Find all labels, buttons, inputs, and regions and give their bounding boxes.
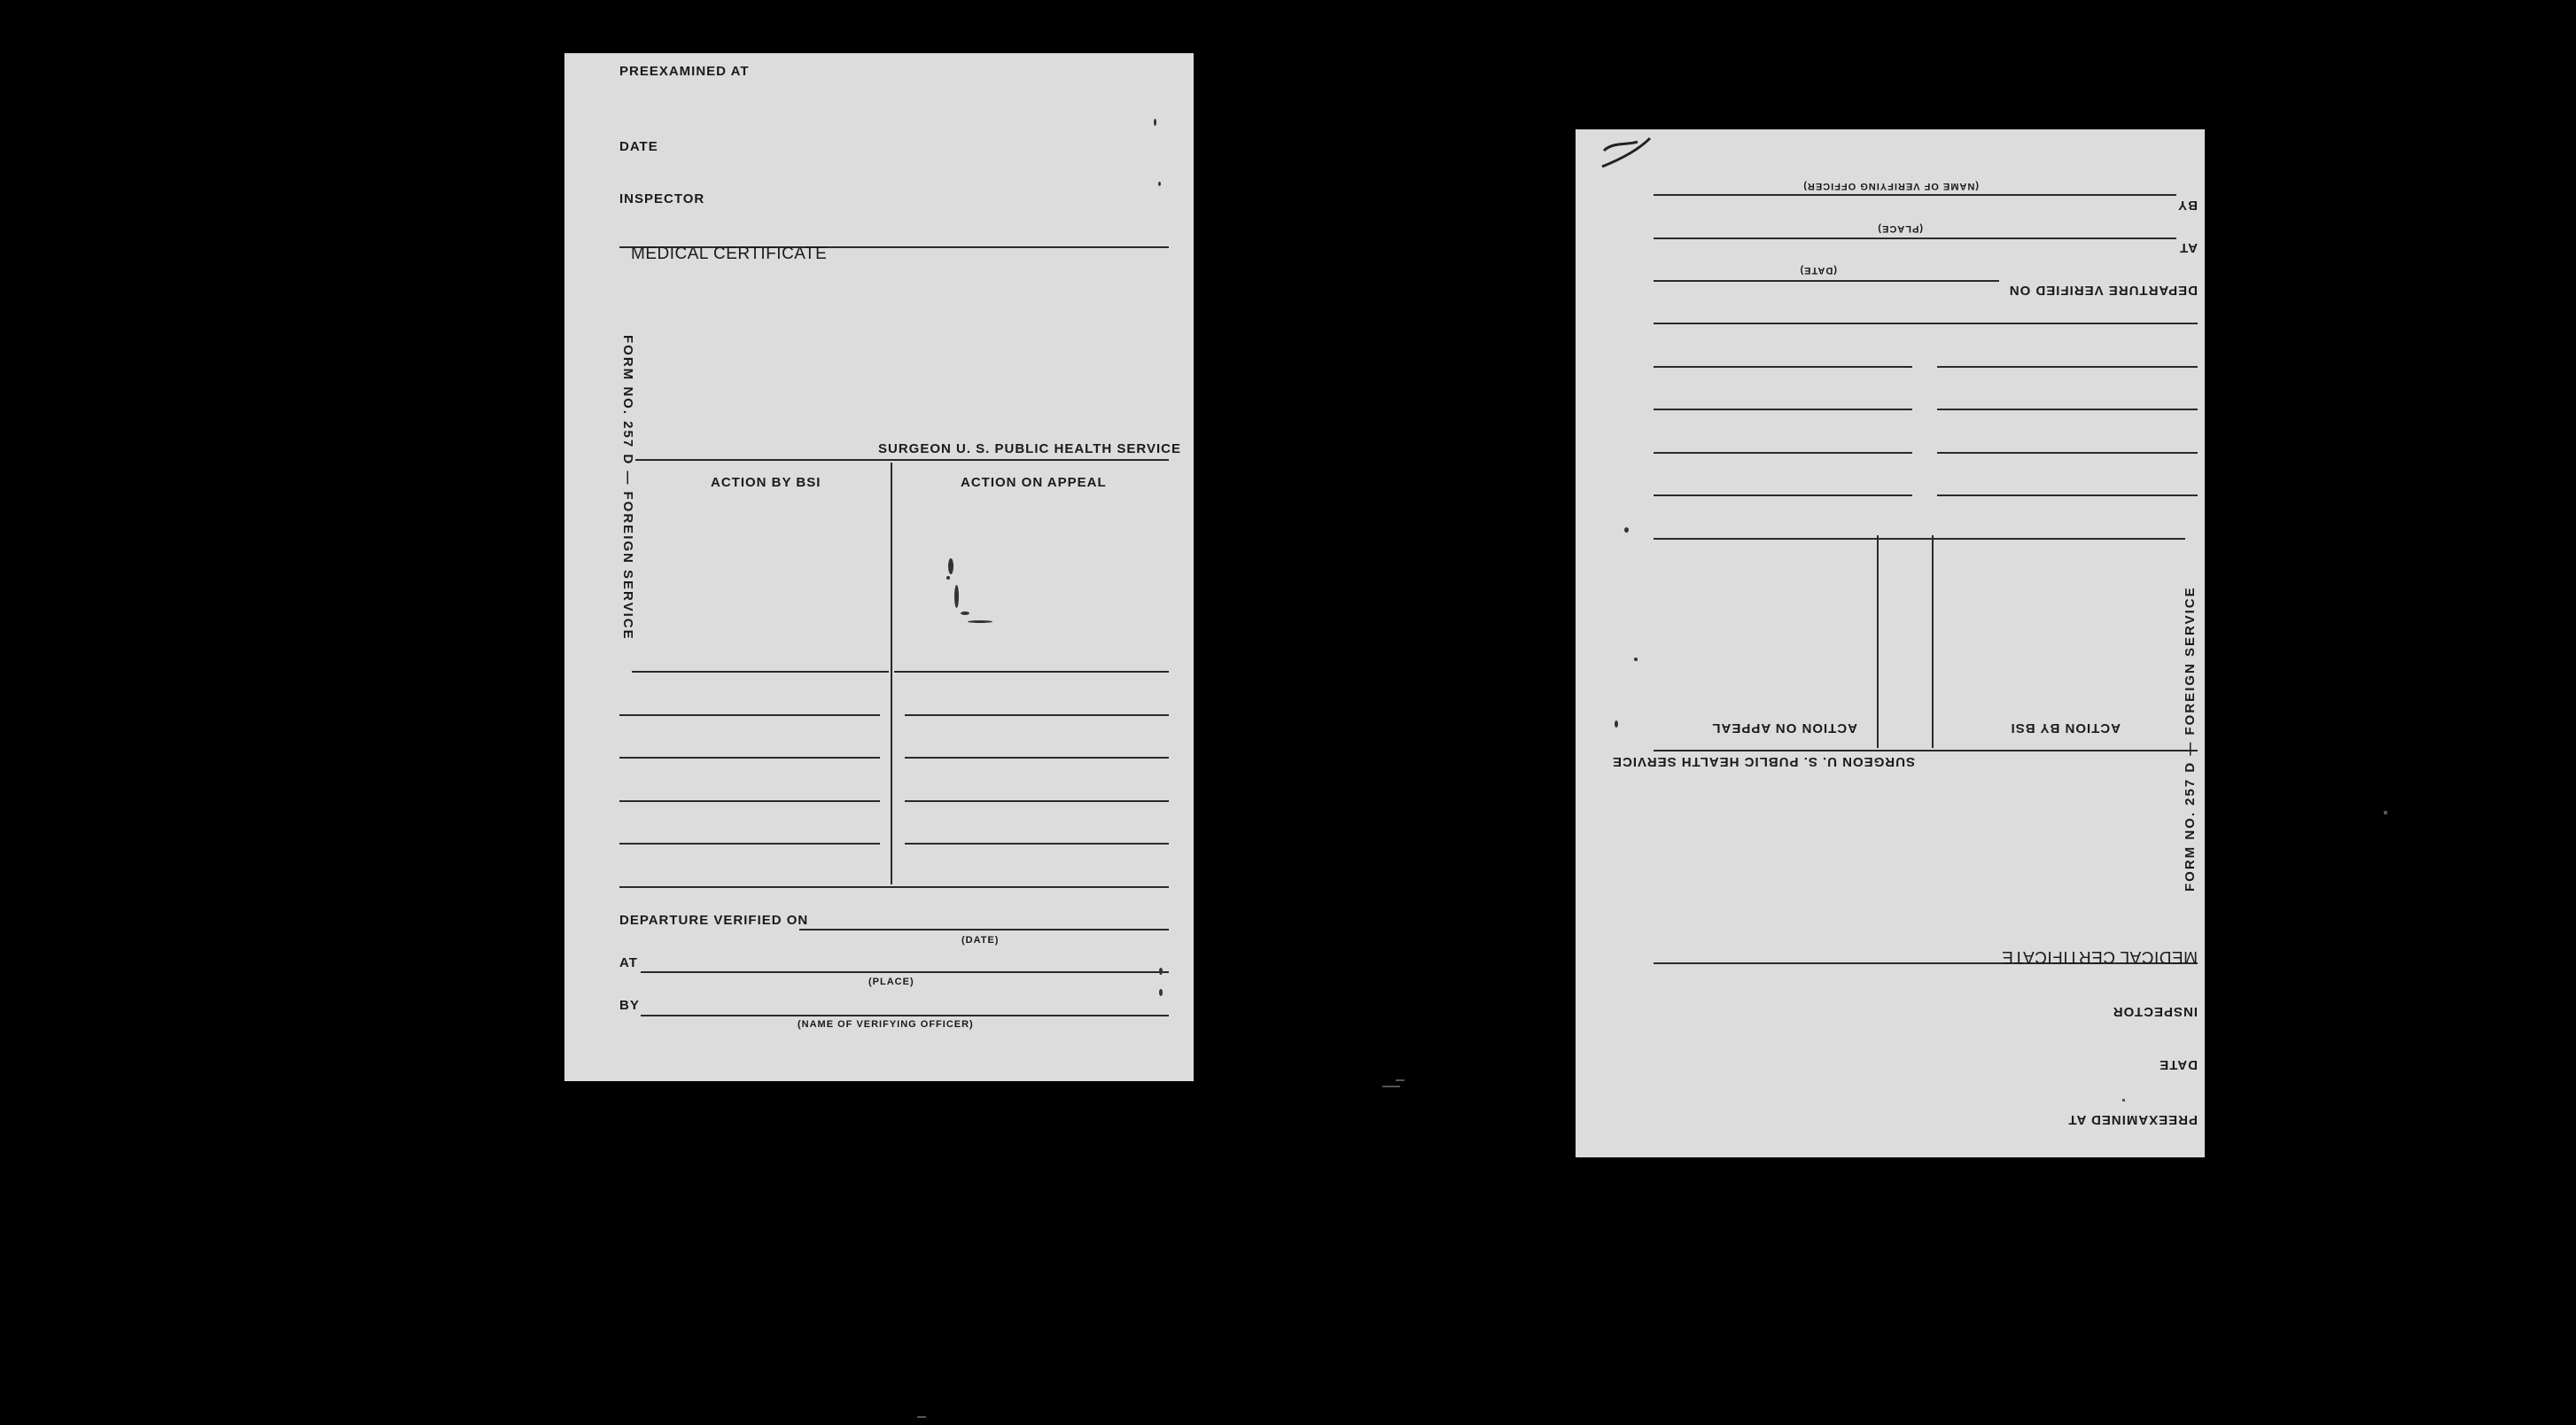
ruled-line <box>1937 366 2198 368</box>
by-label: BY <box>2177 198 2198 213</box>
ruled-line <box>905 800 1169 802</box>
inspector-label: INSPECTOR <box>2112 1004 2198 1019</box>
officer-line <box>1654 194 2176 196</box>
by-label: BY <box>619 998 640 1013</box>
ruled-line <box>619 843 880 845</box>
medical-certificate-title: MEDICAL CERTIFICATE <box>2001 947 2198 966</box>
stain <box>946 576 950 580</box>
place-caption: (PLACE) <box>868 977 914 987</box>
speck <box>917 1416 926 1418</box>
ruled-line <box>1937 409 2198 410</box>
surgeon-label: SURGEON U. S. PUBLIC HEALTH SERVICE <box>878 441 1181 456</box>
at-label: AT <box>2179 240 2198 255</box>
place-caption: (PLACE) <box>1877 223 1923 234</box>
action-by-bsi-label: ACTION BY BSI <box>2010 720 2121 736</box>
form-card-back <box>1576 129 2205 1157</box>
at-label: AT <box>619 955 638 970</box>
ruled-line <box>1654 494 1912 496</box>
date-line <box>799 929 1169 931</box>
preexamined-at-label: PREEXAMINED AT <box>619 64 750 79</box>
pen-mark <box>1593 132 1655 172</box>
ruled-line <box>1654 452 1912 454</box>
speck <box>2384 811 2387 814</box>
speck <box>1396 1079 1405 1081</box>
form-card-front <box>564 53 1194 1081</box>
speck <box>1159 968 1163 975</box>
departure-verified-label: DEPARTURE VERIFIED ON <box>619 913 809 928</box>
form-number-label: FORM NO. 257 D — FOREIGN SERVICE <box>620 335 635 641</box>
officer-caption: (NAME OF VERIFYING OFFICER) <box>1802 181 1979 191</box>
ruled-line <box>619 714 880 716</box>
speck <box>1154 119 1156 126</box>
ruled-line <box>1654 409 1912 410</box>
form-number-label: FORM NO. 257 D — FOREIGN SERVICE <box>2183 586 2198 892</box>
ruled-line <box>619 757 880 759</box>
ruled-line <box>905 757 1169 759</box>
ruled-line <box>619 800 880 802</box>
ruled-line <box>1937 494 2198 496</box>
ruled-line <box>1654 323 2198 324</box>
date-label: DATE <box>2159 1057 2198 1072</box>
divider <box>635 459 1169 461</box>
ruled-line <box>1654 538 2185 540</box>
officer-caption: (NAME OF VERIFYING OFFICER) <box>798 1019 974 1030</box>
speck <box>2122 1099 2125 1102</box>
speck <box>1624 527 1629 533</box>
date-label: DATE <box>619 139 658 154</box>
ruled-line <box>905 714 1169 716</box>
column-divider <box>1877 535 1879 748</box>
ruled-line <box>894 671 1169 673</box>
speck <box>1615 720 1618 728</box>
place-line <box>1654 238 2176 239</box>
surgeon-label: SURGEON U. S. PUBLIC HEALTH SERVICE <box>1612 754 1915 769</box>
action-on-appeal-label: ACTION ON APPEAL <box>961 475 1107 490</box>
stain <box>954 585 959 608</box>
column-divider <box>891 463 892 884</box>
speck <box>1158 182 1161 186</box>
column-divider <box>1932 535 1934 748</box>
preexamined-at-label: PREEXAMINED AT <box>2067 1112 2198 1127</box>
speck <box>1159 989 1163 996</box>
ruled-line <box>1937 452 2198 454</box>
ruled-line <box>632 671 889 673</box>
ruled-line <box>1654 366 1912 368</box>
divider <box>1654 750 2198 751</box>
date-caption: (DATE) <box>961 935 1000 946</box>
action-on-appeal-label: ACTION ON APPEAL <box>1711 720 1857 736</box>
stain <box>961 611 969 615</box>
officer-line <box>641 1015 1169 1016</box>
ruled-line <box>619 886 1169 888</box>
inspector-label: INSPECTOR <box>619 191 705 206</box>
speck <box>1382 1086 1400 1087</box>
action-by-bsi-label: ACTION BY BSI <box>711 475 821 490</box>
medical-certificate-title: MEDICAL CERTIFICATE <box>631 245 828 263</box>
ruled-line <box>905 843 1169 845</box>
speck <box>1634 658 1638 661</box>
date-caption: (DATE) <box>1799 265 1837 276</box>
stain <box>968 620 992 623</box>
date-line <box>1654 280 1999 282</box>
place-line <box>641 971 1169 973</box>
stain <box>948 558 953 574</box>
departure-verified-label: DEPARTURE VERIFIED ON <box>2008 283 2198 298</box>
